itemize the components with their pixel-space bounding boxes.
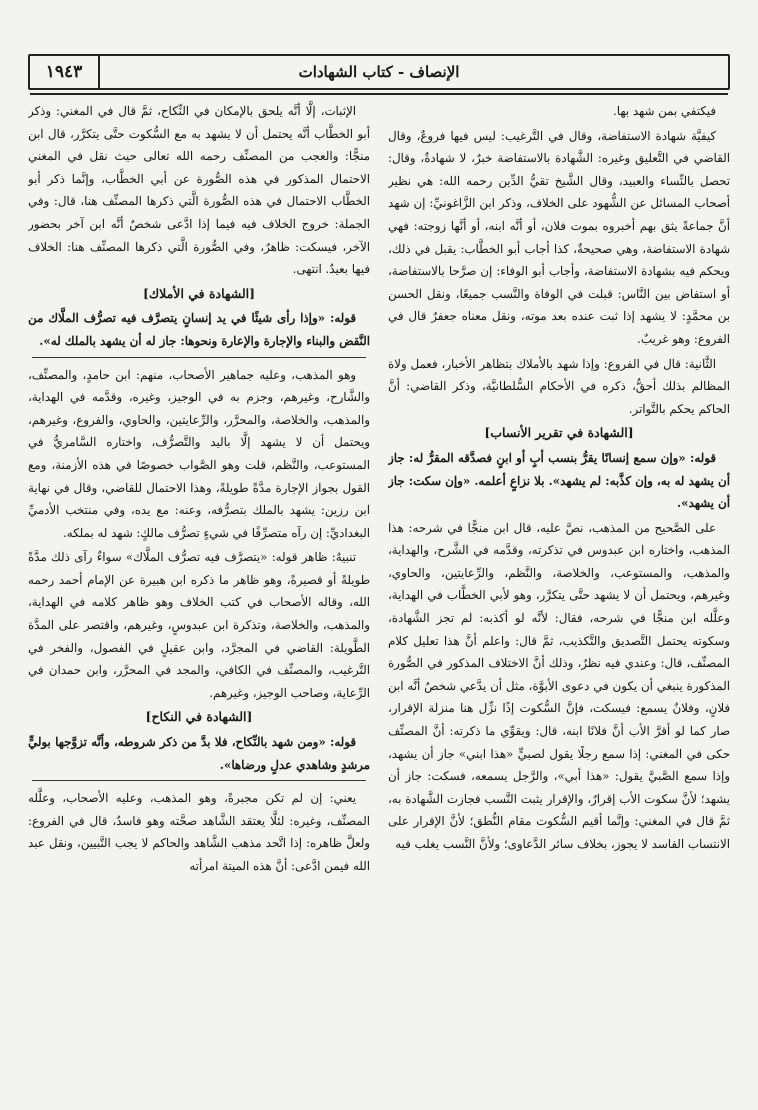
paragraph: فيكتفي بمن شهد بها.: [613, 104, 716, 118]
quoted-text: قوله: «ومن شهد بالنِّكاح، فلا بدَّ من ذكر شروطه، وأنَّه تزوَّجها بوليٍّ مرشدٍ وشاهدي عدلٍ ورضاها».: [28, 735, 370, 772]
header-title: الإنصاف - كتاب الشهادات: [298, 63, 460, 81]
paragraph: على الصَّحيح من المذهب، نصَّ عليه، قال ابن منجًّا في شرحه: هذا المذهب، واختاره ابن عبدوس في تذكرته، وقدَّمه في الشَّرح، والهداية، والمذهب، والمستوعب، والخلاصة، والنَّظم، والرِّعايتين، والحاوي، وغيرهم، ويحتمل أن لا يشهد حتَّى يتكرَّر، وهو لأبي الخطَّاب في الهداية، وعلَّله ابن منجًّا في شرحه، فقال: لأنَّه لو أكذبه: لم تجز الشَّهادة، وسكوته يحتمل التَّصديق والتَّكذيب، ثمَّ قال: واعلم أنَّ هذا تعليل كلام المصنِّف، قال: وعندي فيه نظرٌ، وذلك أنَّ الاختلاف المذكور في الصُّورة المذكورة ينبغي أن يكون في دعوى الأبوَّة، مثل أن يدَّعي شخصٌ أنَّه ابن فلانٍ، وفلانٌ يسمع: فيسكت، فإنَّ السُّكوت إذًا نزِّل هنا منزلة الإقرار، صار كما لو أقرَّ الأب أنَّ فلانًا ابنه، قال: ويقوِّي ما ذكرته: أنَّ المصنِّف حكى في المغني: إذا سمع رجلًا يقول لصبيٍّ «هذا ابني» جاز أن يشهد، وإذا سمع الصَّبيَّ يقول: «هذا أبي»، والرَّجل يسمعه، فسكت: جاز أن يشهد؛ لأنَّ سكوت الأب إقرارٌ، والإقرار يثبت النَّسب فجازت الشَّهادة به، ثمَّ قال في المغني: وإنَّما أقيم السُّكوت مقام النُّطق؛ لأنَّ الإقرار على الانتساب الفاسد لا يجوز، بخلاف سائر الدَّعاوى؛ ولأنَّ النَّسب يغلب فيه: [388, 520, 730, 851]
divider: [32, 780, 366, 781]
paragraph: كيفيَّة شهادة الاستفاضة، وقال في التَّرغيب: ليس فيها فروعٌ، وقال القاضي في التَّعليق وغيره: الشَّهادة بالاستفاضة خبرٌ، لا شهادةٌ، وقال: تحصل بالنِّساء والعبيد، وقال الشَّيخ تقيُّ الدِّين رحمه الله: هي نظير أصحاب المسائل عن الشُّهود على الخلاف، وذكر ابن الزَّاغونيِّ: إن شهد أنَّ جماعةً يثق بهم أخبروه بموت فلان، أو أنَّه ابنه، أو أنَّها زوجته: فهي شهادة الاستفاضة، وهي صحيحةٌ، كذا أجاب أبو الخطَّاب: يقبل في ذلك، ويحكم فيه بشهادة الاستفاضة، وأجاب أبو الوفاء: إن صرَّحا بالاستفاضة، أو استفاض بين النَّاس: قبلت في الوفاة والنَّسب جميعًا، ونقل الحسن بن محمَّدٍ: لا يشهد إذا ثبت عنده بعد موته، ونقل معناه جعفرٌ قال في الفروع: وهو غريبٌ.: [388, 128, 730, 346]
running-header: [28, 54, 730, 90]
divider: [32, 357, 366, 358]
paragraph: الإثبات، إلَّا أنَّه يلحق بالإمكان في النِّكاح، ثمَّ قال في المغني: وذكر أبو الخطَّاب أنَّه يحتمل أن لا يشهد به مع السُّكوت حتَّى يتكرَّر، قال ابن منجًّا: والعجب من المصنِّف رحمه الله تعالى حيث نقل في المغني الاحتمال المذكور في هذه الصُّورة عن أبي الخطَّاب، وإنَّما ذكر أبو الخطَّاب الاحتمال في هذه الصُّورة الَّتي ذكرها المصنِّف هنا، قال: وفي الجملة: خروج الخلاف فيه فيما إذا ادَّعى شخصٌ أنَّه ابن آخر بحضور الآخر، فيسكت: ظاهرٌ، وفي الصُّورة الَّتي ذكرها المصنِّف هنا: الخلاف فيها بعيدٌ. انتهى.: [28, 104, 370, 277]
paragraph: يعني: إن لم تكن مجبرةً، وهو المذهب، وعليه الأصحاب، وعلَّله المصنِّف، وغيره: لئلَّا يعتقد الشَّاهد صحَّته وهو فاسدٌ، قال في الفروع: ولعلَّ ظاهره: إذا اتَّحد مذهب الشَّاهد والحاكم لا يجب التَّبيين، ونقل عبد الله فيمن ادَّعى: أنَّ هذه الميتة امرأته: [28, 791, 370, 873]
paragraph: الثَّانية: قال في الفروع: وإذا شهد بالأملاك بتظاهر الأخبار، فعمل ولاة المظالم بذلك أحقُّ، ذكره في الأحكام السُّلطانيَّة، وذكر القاضي: أنَّ الحاكم يحكم بالتَّواتر.: [388, 356, 730, 416]
paragraph: تنبيهٌ: ظاهر قوله: «يتصرَّف فيه تصرُّف الملَّاك» سواءٌ رآى ذلك مدَّةً طويلةً أو قصيرةً، وهو ظاهر ما ذكره ابن هبيرة عن الإمام أحمد رحمه الله، وقاله الأصحاب في كتب الخلاف وهو ظاهر كلامه في الهداية، والمذهب، والخلاصة، وتذكرة ابن عبدوسٍ، وغيرهم، واقتصر على المدَّة الطَّويلة: القاضي في المجرَّد، وابن عقيلٍ في الفصول، والفخر في التَّرغيب، والمصنِّف في الكافي، والمجد في المحرَّر، وابن حمدان في الرِّعاية، وصاحب الوجيز، وغيرهم.: [28, 550, 370, 700]
left-column: [28, 100, 370, 1104]
paragraph: وهو المذهب، وعليه جماهير الأصحاب، منهم: ابن حامدٍ، والمصنِّف، والشَّارح، وغيرهم، وجزم به في الوجيز، وغيره، وقدَّمه في الهداية، والمذهب، والخلاصة، والمحرَّر، والرِّعايتين، والحاوي، والفروع، وغيرهم، ويحتمل أن لا يشهد إلَّا باليد والتَّصرُّف، واختاره السَّامريُّ في المستوعب، والنَّظم، قلت وهو الصَّواب خصوصًا في هذه الأزمنة، ومع القول بجواز الإجارة مدَّةً طويلةً، وهذا الاحتمال للقاضي، وقال في نهاية ابن رزين: يشهد بالملك بتصرُّفه، وعنه: مع يده، وفي منتخب الأدميِّ البغداديِّ: إن رآه متصرِّفًا في شيءٍ تصرُّف مالكٍ: شهد له بملكه.: [28, 367, 370, 540]
section-heading: [الشهادة في الأملاك]: [142, 285, 256, 301]
quoted-text: قوله: «وإن سمع إنسانًا يقرُّ بنسب أبٍ أو ابنٍ فصدَّقه المقرُّ له: جاز أن يشهد له به، وإن كذَّبه: لم يشهد». بلا نزاعٍ أعلمه. «وإن سكت: جاز أن يشهد».: [388, 450, 730, 511]
right-column: [388, 100, 730, 1104]
page-number: ١٩٤٣: [30, 56, 100, 88]
section-heading: [الشهادة في النكاح]: [145, 709, 253, 725]
quoted-text: قوله: «وإذا رأى شيئًا في يد إنسانٍ يتصرَّف فيه تصرُّف الملَّاك من النَّقض والبناء والإجارة والإعارة ونحوها: جاز له أن يشهد بالملك له».: [28, 311, 370, 348]
section-heading: [الشهادة في تقرير الأنساب]: [484, 425, 634, 441]
text-columns: [28, 100, 730, 1104]
